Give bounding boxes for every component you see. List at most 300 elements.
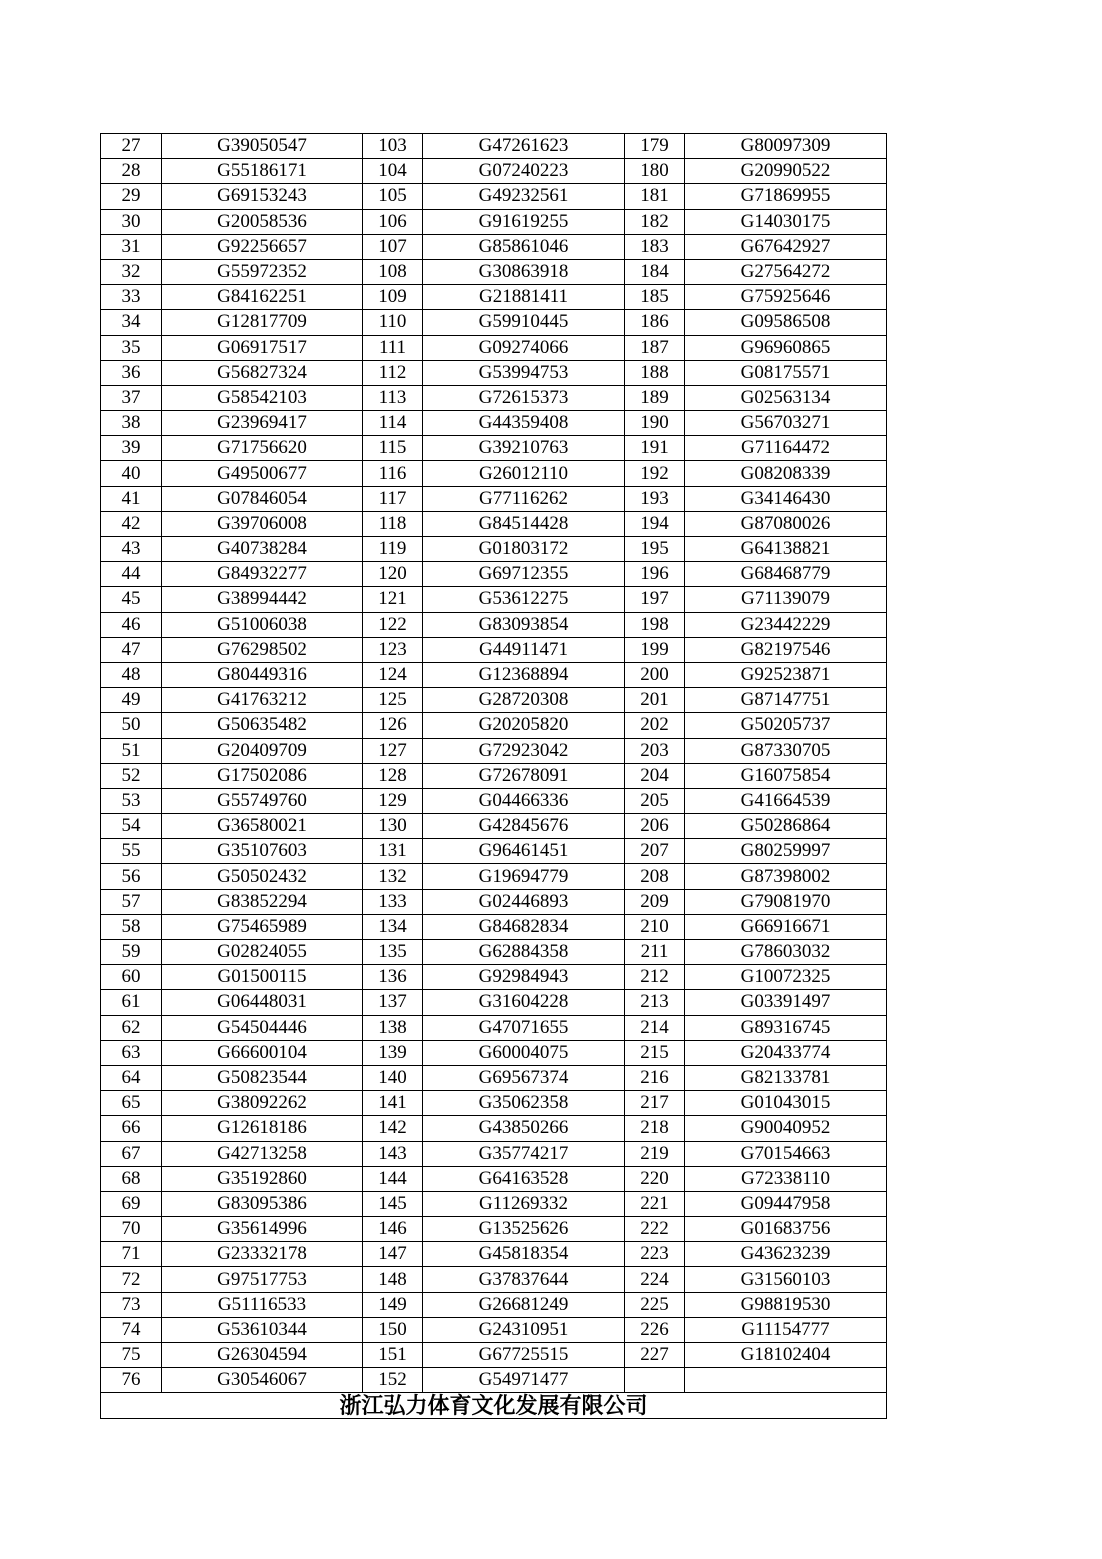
seq-number-cell: 52 <box>101 763 162 788</box>
table-row <box>101 788 887 813</box>
id-code-cell: G70154663 <box>685 1141 887 1166</box>
seq-number-cell: 120 <box>363 562 423 587</box>
seq-number-cell: 216 <box>625 1065 685 1090</box>
id-code-cell: G72923042 <box>423 738 625 763</box>
id-code-cell: G07846054 <box>162 486 363 511</box>
seq-number-cell: 72 <box>101 1267 162 1292</box>
id-code-cell: G13525626 <box>423 1217 625 1242</box>
seq-number-cell: 147 <box>363 1242 423 1267</box>
id-code-cell: G01043015 <box>685 1091 887 1116</box>
table-row <box>101 763 887 788</box>
id-code-cell: G53994753 <box>423 360 625 385</box>
id-code-cell: G24310951 <box>423 1317 625 1342</box>
id-code-cell: G39210763 <box>423 436 625 461</box>
id-code-cell: G16075854 <box>685 763 887 788</box>
seq-number-cell: 190 <box>625 411 685 436</box>
id-code-cell: G71756620 <box>162 436 363 461</box>
seq-number-cell: 108 <box>363 259 423 284</box>
seq-number-cell: 74 <box>101 1317 162 1342</box>
id-code-cell: G55749760 <box>162 788 363 813</box>
id-code-cell: G49500677 <box>162 461 363 486</box>
table-row <box>101 511 887 536</box>
seq-number-cell: 47 <box>101 637 162 662</box>
seq-number-cell: 133 <box>363 889 423 914</box>
id-code-cell: G84932277 <box>162 562 363 587</box>
seq-number-cell: 152 <box>363 1368 423 1393</box>
table-row <box>101 1217 887 1242</box>
seq-number-cell: 29 <box>101 184 162 209</box>
id-code-cell: G38994442 <box>162 587 363 612</box>
id-code-cell: G84162251 <box>162 285 363 310</box>
seq-number-cell: 197 <box>625 587 685 612</box>
id-code-cell: G87147751 <box>685 688 887 713</box>
seq-number-cell: 196 <box>625 562 685 587</box>
seq-number-cell: 114 <box>363 411 423 436</box>
id-code-cell: G89316745 <box>685 1015 887 1040</box>
seq-number-cell: 224 <box>625 1267 685 1292</box>
id-code-cell: G34146430 <box>685 486 887 511</box>
seq-number-cell: 136 <box>363 965 423 990</box>
id-code-cell: G69153243 <box>162 184 363 209</box>
seq-number-cell: 50 <box>101 713 162 738</box>
id-code-cell: G45818354 <box>423 1242 625 1267</box>
seq-number-cell: 37 <box>101 385 162 410</box>
seq-number-cell: 127 <box>363 738 423 763</box>
id-code-cell: G12618186 <box>162 1116 363 1141</box>
seq-number-cell: 214 <box>625 1015 685 1040</box>
table-row <box>101 385 887 410</box>
seq-number-cell: 115 <box>363 436 423 461</box>
seq-number-cell: 104 <box>363 159 423 184</box>
id-code-cell: G92523871 <box>685 662 887 687</box>
table-row <box>101 360 887 385</box>
seq-number-cell: 140 <box>363 1065 423 1090</box>
id-code-cell: G84682834 <box>423 914 625 939</box>
table-row <box>101 864 887 889</box>
id-code-cell: G12817709 <box>162 310 363 335</box>
id-code-cell: G83852294 <box>162 889 363 914</box>
seq-number-cell: 110 <box>363 310 423 335</box>
id-code-cell: G01500115 <box>162 965 363 990</box>
seq-number-cell: 105 <box>363 184 423 209</box>
table-row <box>101 310 887 335</box>
seq-number-cell: 128 <box>363 763 423 788</box>
seq-number-cell: 203 <box>625 738 685 763</box>
id-code-cell: G97517753 <box>162 1267 363 1292</box>
id-code-cell: G76298502 <box>162 637 363 662</box>
seq-number-cell: 112 <box>363 360 423 385</box>
seq-number-cell: 138 <box>363 1015 423 1040</box>
seq-number-cell: 123 <box>363 637 423 662</box>
seq-number-cell: 46 <box>101 612 162 637</box>
id-code-cell: G36580021 <box>162 814 363 839</box>
id-code-cell: G14030175 <box>685 209 887 234</box>
id-code-cell: G30863918 <box>423 259 625 284</box>
seq-number-cell: 207 <box>625 839 685 864</box>
table-row <box>101 562 887 587</box>
table-row <box>101 486 887 511</box>
id-code-cell: G31604228 <box>423 990 625 1015</box>
id-code-cell: G06448031 <box>162 990 363 1015</box>
seq-number-cell: 109 <box>363 285 423 310</box>
seq-number-cell: 117 <box>363 486 423 511</box>
id-code-cell: G68468779 <box>685 562 887 587</box>
seq-number-cell: 130 <box>363 814 423 839</box>
id-code-cell: G07240223 <box>423 159 625 184</box>
id-code-cell: G50635482 <box>162 713 363 738</box>
seq-number-cell: 221 <box>625 1191 685 1216</box>
table-row <box>101 965 887 990</box>
id-code-cell: G51116533 <box>162 1292 363 1317</box>
seq-number-cell: 58 <box>101 914 162 939</box>
table-row <box>101 159 887 184</box>
seq-number-cell: 73 <box>101 1292 162 1317</box>
seq-number-cell: 199 <box>625 637 685 662</box>
seq-number-cell: 208 <box>625 864 685 889</box>
roster-table-body <box>101 134 887 1419</box>
id-code-cell: G66916671 <box>685 914 887 939</box>
seq-number-cell: 180 <box>625 159 685 184</box>
seq-number-cell: 60 <box>101 965 162 990</box>
id-code-cell: G43623239 <box>685 1242 887 1267</box>
id-code-cell: G37837644 <box>423 1267 625 1292</box>
seq-number-cell: 186 <box>625 310 685 335</box>
seq-number-cell: 49 <box>101 688 162 713</box>
seq-number-cell: 124 <box>363 662 423 687</box>
id-code-cell: G92984943 <box>423 965 625 990</box>
id-code-cell: G60004075 <box>423 1040 625 1065</box>
id-code-cell: G80449316 <box>162 662 363 687</box>
id-code-cell: G87080026 <box>685 511 887 536</box>
seq-number-cell: 192 <box>625 461 685 486</box>
seq-number-cell: 132 <box>363 864 423 889</box>
id-code-cell: G09447958 <box>685 1191 887 1216</box>
table-row <box>101 940 887 965</box>
seq-number-cell: 204 <box>625 763 685 788</box>
id-code-cell: G64163528 <box>423 1166 625 1191</box>
seq-number-cell: 135 <box>363 940 423 965</box>
seq-number-cell: 210 <box>625 914 685 939</box>
company-name: 浙江弘力体育文化发展有限公司 <box>101 1393 887 1419</box>
id-code-cell: G26012110 <box>423 461 625 486</box>
table-row <box>101 1292 887 1317</box>
id-code-cell: G96461451 <box>423 839 625 864</box>
seq-number-cell: 150 <box>363 1317 423 1342</box>
id-code-cell: G71139079 <box>685 587 887 612</box>
seq-number-cell <box>625 1368 685 1393</box>
seq-number-cell: 217 <box>625 1091 685 1116</box>
seq-number-cell: 55 <box>101 839 162 864</box>
id-code-cell: G47261623 <box>423 134 625 159</box>
table-row <box>101 411 887 436</box>
table-row <box>101 1368 887 1393</box>
seq-number-cell: 27 <box>101 134 162 159</box>
seq-number-cell: 198 <box>625 612 685 637</box>
id-code-cell: G80259997 <box>685 839 887 864</box>
id-code-cell: G85861046 <box>423 234 625 259</box>
table-row <box>101 889 887 914</box>
table-row <box>101 234 887 259</box>
id-code-cell: G01683756 <box>685 1217 887 1242</box>
id-code-cell: G92256657 <box>162 234 363 259</box>
id-code-cell: G71164472 <box>685 436 887 461</box>
table-row <box>101 738 887 763</box>
seq-number-cell: 118 <box>363 511 423 536</box>
id-code-cell: G83093854 <box>423 612 625 637</box>
id-code-cell: G27564272 <box>685 259 887 284</box>
table-row <box>101 1317 887 1342</box>
seq-number-cell: 41 <box>101 486 162 511</box>
seq-number-cell: 121 <box>363 587 423 612</box>
seq-number-cell: 43 <box>101 537 162 562</box>
seq-number-cell: 39 <box>101 436 162 461</box>
id-code-cell: G50502432 <box>162 864 363 889</box>
seq-number-cell: 131 <box>363 839 423 864</box>
seq-number-cell: 57 <box>101 889 162 914</box>
id-code-cell: G71869955 <box>685 184 887 209</box>
table-row <box>101 285 887 310</box>
table-row <box>101 1015 887 1040</box>
seq-number-cell: 70 <box>101 1217 162 1242</box>
id-code-cell: G50205737 <box>685 713 887 738</box>
seq-number-cell: 219 <box>625 1141 685 1166</box>
id-code-cell: G02446893 <box>423 889 625 914</box>
seq-number-cell: 61 <box>101 990 162 1015</box>
seq-number-cell: 201 <box>625 688 685 713</box>
table-row <box>101 1116 887 1141</box>
seq-number-cell: 51 <box>101 738 162 763</box>
id-code-cell: G20058536 <box>162 209 363 234</box>
seq-number-cell: 68 <box>101 1166 162 1191</box>
seq-number-cell: 145 <box>363 1191 423 1216</box>
table-row <box>101 259 887 284</box>
seq-number-cell: 137 <box>363 990 423 1015</box>
id-code-cell: G11269332 <box>423 1191 625 1216</box>
id-code-cell: G02824055 <box>162 940 363 965</box>
id-code-cell: G72338110 <box>685 1166 887 1191</box>
seq-number-cell: 202 <box>625 713 685 738</box>
seq-number-cell: 28 <box>101 159 162 184</box>
id-code-cell: G19694779 <box>423 864 625 889</box>
table-row <box>101 1267 887 1292</box>
id-code-cell: G69712355 <box>423 562 625 587</box>
seq-number-cell: 113 <box>363 385 423 410</box>
seq-number-cell: 33 <box>101 285 162 310</box>
seq-number-cell: 212 <box>625 965 685 990</box>
id-code-cell: G20433774 <box>685 1040 887 1065</box>
id-code-cell: G21881411 <box>423 285 625 310</box>
id-code-cell: G90040952 <box>685 1116 887 1141</box>
seq-number-cell: 181 <box>625 184 685 209</box>
id-code-cell: G09586508 <box>685 310 887 335</box>
id-code-cell: G50286864 <box>685 814 887 839</box>
seq-number-cell: 119 <box>363 537 423 562</box>
seq-number-cell: 185 <box>625 285 685 310</box>
seq-number-cell: 215 <box>625 1040 685 1065</box>
seq-number-cell: 56 <box>101 864 162 889</box>
seq-number-cell: 53 <box>101 788 162 813</box>
seq-number-cell: 226 <box>625 1317 685 1342</box>
seq-number-cell: 116 <box>363 461 423 486</box>
seq-number-cell: 40 <box>101 461 162 486</box>
seq-number-cell: 106 <box>363 209 423 234</box>
id-code-cell: G82133781 <box>685 1065 887 1090</box>
seq-number-cell: 75 <box>101 1343 162 1368</box>
seq-number-cell: 195 <box>625 537 685 562</box>
table-row <box>101 1141 887 1166</box>
id-code-cell: G72615373 <box>423 385 625 410</box>
id-code-cell: G41664539 <box>685 788 887 813</box>
seq-number-cell: 141 <box>363 1091 423 1116</box>
seq-number-cell: 125 <box>363 688 423 713</box>
id-code-cell: G87398002 <box>685 864 887 889</box>
id-code-cell: G43850266 <box>423 1116 625 1141</box>
seq-number-cell: 69 <box>101 1191 162 1216</box>
seq-number-cell: 182 <box>625 209 685 234</box>
seq-number-cell: 194 <box>625 511 685 536</box>
id-code-cell: G53612275 <box>423 587 625 612</box>
table-row <box>101 713 887 738</box>
id-code-cell: G40738284 <box>162 537 363 562</box>
id-code-cell: G84514428 <box>423 511 625 536</box>
id-code-cell: G44359408 <box>423 411 625 436</box>
id-code-cell: G55972352 <box>162 259 363 284</box>
id-code-cell: G47071655 <box>423 1015 625 1040</box>
id-code-cell: G39706008 <box>162 511 363 536</box>
id-code-cell: G10072325 <box>685 965 887 990</box>
id-code-cell: G12368894 <box>423 662 625 687</box>
seq-number-cell: 193 <box>625 486 685 511</box>
id-code-cell: G31560103 <box>685 1267 887 1292</box>
id-code-cell: G42845676 <box>423 814 625 839</box>
id-code-cell: G23332178 <box>162 1242 363 1267</box>
id-code-cell: G08208339 <box>685 461 887 486</box>
table-row <box>101 814 887 839</box>
seq-number-cell: 103 <box>363 134 423 159</box>
id-code-cell <box>685 1368 887 1393</box>
id-code-cell: G67642927 <box>685 234 887 259</box>
seq-number-cell: 66 <box>101 1116 162 1141</box>
id-code-cell: G55186171 <box>162 159 363 184</box>
seq-number-cell: 38 <box>101 411 162 436</box>
seq-number-cell: 32 <box>101 259 162 284</box>
id-code-cell: G38092262 <box>162 1091 363 1116</box>
id-code-cell: G03391497 <box>685 990 887 1015</box>
id-code-cell: G11154777 <box>685 1317 887 1342</box>
seq-number-cell: 59 <box>101 940 162 965</box>
seq-number-cell: 71 <box>101 1242 162 1267</box>
table-row <box>101 1040 887 1065</box>
seq-number-cell: 144 <box>363 1166 423 1191</box>
seq-number-cell: 42 <box>101 511 162 536</box>
table-row <box>101 688 887 713</box>
table-row <box>101 209 887 234</box>
table-row <box>101 461 887 486</box>
seq-number-cell: 36 <box>101 360 162 385</box>
table-row <box>101 184 887 209</box>
table-row <box>101 1166 887 1191</box>
seq-number-cell: 222 <box>625 1217 685 1242</box>
id-code-cell: G72678091 <box>423 763 625 788</box>
id-code-cell: G20205820 <box>423 713 625 738</box>
id-code-cell: G23442229 <box>685 612 887 637</box>
seq-number-cell: 220 <box>625 1166 685 1191</box>
id-code-cell: G67725515 <box>423 1343 625 1368</box>
id-code-cell: G77116262 <box>423 486 625 511</box>
seq-number-cell: 67 <box>101 1141 162 1166</box>
table-row <box>101 134 887 159</box>
id-code-cell: G39050547 <box>162 134 363 159</box>
seq-number-cell: 200 <box>625 662 685 687</box>
seq-number-cell: 149 <box>363 1292 423 1317</box>
id-code-cell: G35107603 <box>162 839 363 864</box>
id-code-cell: G26304594 <box>162 1343 363 1368</box>
seq-number-cell: 65 <box>101 1091 162 1116</box>
seq-number-cell: 31 <box>101 234 162 259</box>
id-code-cell: G59910445 <box>423 310 625 335</box>
roster-table <box>100 133 887 1419</box>
seq-number-cell: 189 <box>625 385 685 410</box>
seq-number-cell: 209 <box>625 889 685 914</box>
seq-number-cell: 184 <box>625 259 685 284</box>
id-code-cell: G56827324 <box>162 360 363 385</box>
table-row <box>101 1091 887 1116</box>
id-code-cell: G08175571 <box>685 360 887 385</box>
id-code-cell: G44911471 <box>423 637 625 662</box>
id-code-cell: G69567374 <box>423 1065 625 1090</box>
footer-row <box>101 1393 887 1419</box>
id-code-cell: G49232561 <box>423 184 625 209</box>
id-code-cell: G30546067 <box>162 1368 363 1393</box>
id-code-cell: G26681249 <box>423 1292 625 1317</box>
table-row <box>101 990 887 1015</box>
id-code-cell: G98819530 <box>685 1292 887 1317</box>
seq-number-cell: 188 <box>625 360 685 385</box>
id-code-cell: G02563134 <box>685 385 887 410</box>
id-code-cell: G62884358 <box>423 940 625 965</box>
seq-number-cell: 179 <box>625 134 685 159</box>
seq-number-cell: 129 <box>363 788 423 813</box>
id-code-cell: G17502086 <box>162 763 363 788</box>
table-row <box>101 1065 887 1090</box>
id-code-cell: G01803172 <box>423 537 625 562</box>
seq-number-cell: 227 <box>625 1343 685 1368</box>
seq-number-cell: 63 <box>101 1040 162 1065</box>
seq-number-cell: 126 <box>363 713 423 738</box>
seq-number-cell: 76 <box>101 1368 162 1393</box>
id-code-cell: G28720308 <box>423 688 625 713</box>
id-code-cell: G23969417 <box>162 411 363 436</box>
id-code-cell: G64138821 <box>685 537 887 562</box>
id-code-cell: G54504446 <box>162 1015 363 1040</box>
table-row <box>101 1191 887 1216</box>
id-code-cell: G96960865 <box>685 335 887 360</box>
seq-number-cell: 143 <box>363 1141 423 1166</box>
seq-number-cell: 211 <box>625 940 685 965</box>
id-code-cell: G87330705 <box>685 738 887 763</box>
id-code-cell: G06917517 <box>162 335 363 360</box>
seq-number-cell: 223 <box>625 1242 685 1267</box>
id-code-cell: G35062358 <box>423 1091 625 1116</box>
id-code-cell: G20990522 <box>685 159 887 184</box>
seq-number-cell: 225 <box>625 1292 685 1317</box>
table-row <box>101 662 887 687</box>
id-code-cell: G50823544 <box>162 1065 363 1090</box>
table-row <box>101 839 887 864</box>
id-code-cell: G42713258 <box>162 1141 363 1166</box>
id-code-cell: G91619255 <box>423 209 625 234</box>
id-code-cell: G56703271 <box>685 411 887 436</box>
